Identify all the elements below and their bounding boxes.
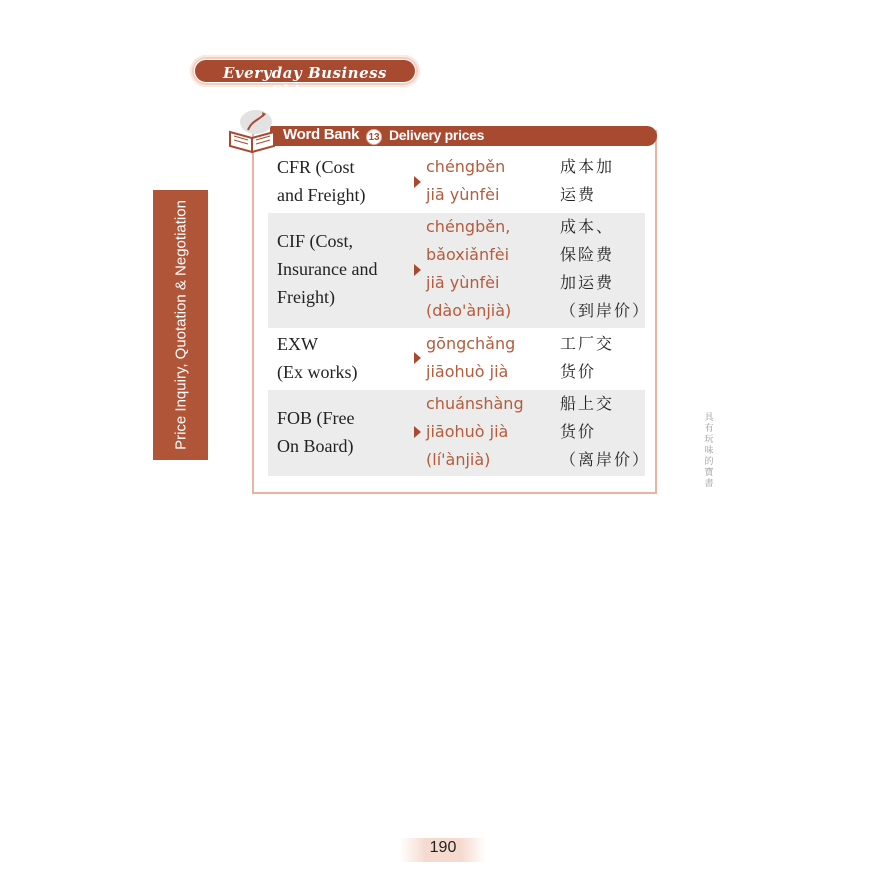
header-banner-inner xyxy=(194,59,416,100)
word-bank-label: Word Bank xyxy=(283,126,360,143)
arrow-right-icon xyxy=(414,176,421,188)
word-bank-subtitle: Delivery prices xyxy=(389,127,485,143)
term-english: CIF (Cost, Insurance and Freight) xyxy=(277,231,378,307)
term-pinyin: chéngběn, bǎoxiǎnfèi jiā yùnfèi (dào'ànjià) xyxy=(426,217,512,320)
term-pinyin: chéngběn jiā yùnfèi xyxy=(426,157,506,204)
book-title: Everyday Business Chinese xyxy=(222,64,388,100)
term-english: FOB (Free On Board) xyxy=(277,408,355,456)
word-bank-row xyxy=(268,213,651,328)
chapter-title: Price Inquiry, Quotation & Negotiation xyxy=(172,200,189,450)
term-pinyin: chuánshàng jiāohuò jià (lí'ànjià) xyxy=(426,394,524,469)
term-english: CFR (Cost and Freight) xyxy=(277,157,366,205)
word-bank-row xyxy=(268,390,651,476)
term-english: EXW (Ex works) xyxy=(277,334,358,382)
term-chinese: 成本加 运费 xyxy=(560,157,615,204)
word-bank-row xyxy=(268,153,645,211)
arrow-right-icon xyxy=(414,352,421,364)
term-pinyin: gōngchǎng jiāohuò jià xyxy=(426,334,516,381)
term-chinese: 成本、 保险费 加运费 （到岸价） xyxy=(560,217,651,320)
word-bank-row xyxy=(268,330,645,388)
word-bank-number-badge: 13 xyxy=(366,129,382,145)
header-banner xyxy=(190,55,420,100)
chapter-side-tab xyxy=(153,190,208,460)
open-book-icon xyxy=(226,108,282,156)
term-chinese: 工厂交 货价 xyxy=(560,334,615,381)
term-chinese: 船上交 货价 （离岸价） xyxy=(560,394,651,469)
arrow-right-icon xyxy=(414,426,421,438)
vertical-margin-text: 具有玩味的寶書 xyxy=(704,413,714,489)
page-number: 190 xyxy=(429,839,457,856)
arrow-right-icon xyxy=(414,264,421,276)
